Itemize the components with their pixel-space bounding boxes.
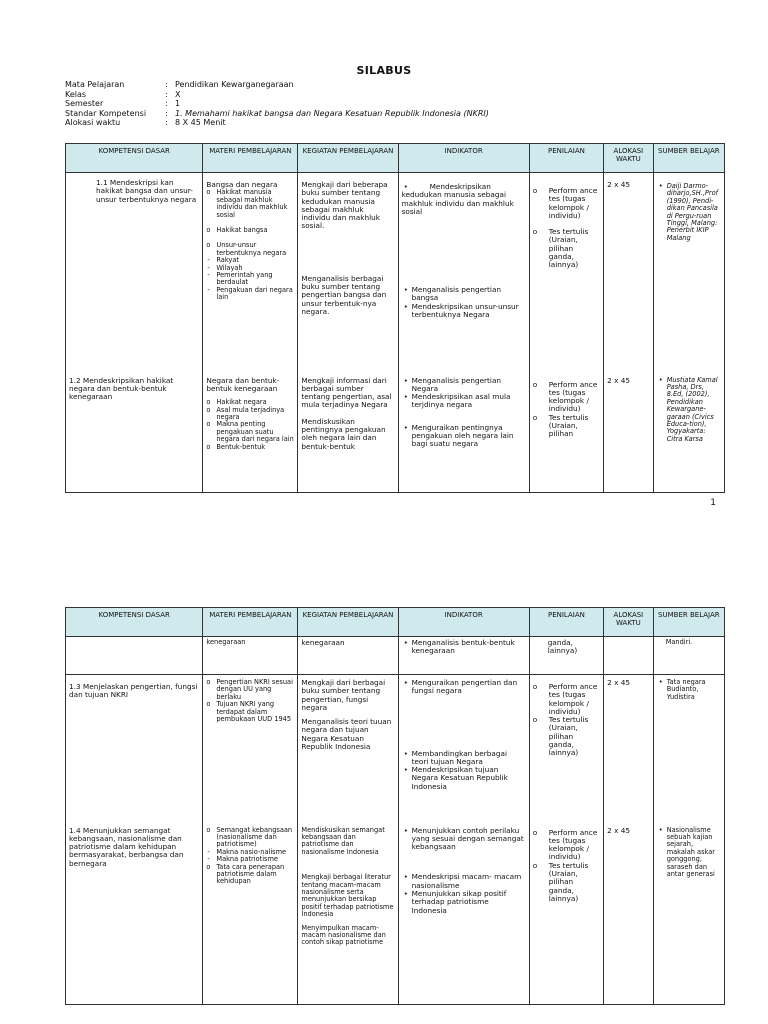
list-item: • Menganalisis pengertian Negara	[402, 377, 526, 394]
header-alokasi: ALOKASI WAKTU	[604, 144, 654, 173]
kegiatan-text: Menyimpulkan macam-macam nasionalisme dan contoh sikap patriotisme	[301, 923, 386, 947]
sumber-cell: Mandiri.	[653, 637, 724, 675]
materi-cell	[203, 675, 298, 821]
meta-row-subject: Mata Pelajaran : Pendidikan Kewarganegaraan	[65, 80, 294, 89]
header-materi: MATERI PEMBELAJARAN	[203, 608, 298, 637]
list-item: o Hakikat manusia sebagai makhluk individu dan makhluk sosial	[206, 189, 294, 219]
table-row	[66, 675, 725, 821]
list-item: o Tata cara penerapan patriotisme dalam kehidupan	[206, 864, 294, 886]
indikator-cell	[398, 173, 529, 373]
list-item: - Wilayah	[206, 265, 294, 272]
list-item: • Menganalisis pengertian bangsa	[402, 286, 526, 303]
kegiatan-cell	[298, 821, 398, 1005]
indikator-list	[402, 679, 526, 791]
list-item: o Makna penting pengakuan suatu negara dari negara lain	[206, 421, 294, 443]
indikator-cell	[398, 821, 529, 1005]
header-sumber: SUMBER BELAJAR	[653, 144, 724, 173]
materi-list	[206, 679, 294, 723]
materi-list	[206, 399, 294, 451]
materi-cell	[203, 173, 298, 373]
table-row	[66, 373, 725, 493]
header-kompetensi-dasar: KOMPETENSI DASAR	[66, 144, 203, 173]
kegiatan-text: Menganalisis berbagai buku sumber tentang pengertian bangsa dan unsur terbentuk-nya negara.	[301, 273, 387, 316]
meta-value: 8 X 45 Menit	[175, 118, 226, 128]
indikator-list	[402, 286, 526, 319]
meta-row-competency-standard: Standar Kompetensi : 1. Memahami hakikat bangsa dan Negara Kesatuan Republik Indonesia (NKRI)	[65, 108, 489, 118]
materi-list	[206, 827, 294, 886]
list-item: - Rakyat	[206, 257, 294, 264]
kegiatan-text: Mendiskusikan pentingnya pengakuan oleh negara lain dan bentuk-bentuk	[301, 416, 386, 451]
alokasi-cell: 2 x 45	[604, 373, 654, 493]
penilaian-cell	[529, 675, 603, 821]
kegiatan-cell: kenegaraan	[298, 637, 398, 675]
list-item: • Membandingkan berbagai teori tujuan Negara	[402, 750, 526, 767]
alokasi-cell: 2 x 45	[604, 675, 654, 821]
list-item: • Mendeskripsikan kedudukan manusia sebagai makhluk individu dan makhluk sosial	[402, 183, 526, 216]
kegiatan-text: Mendiskusikan semangat kebangsaan dan patriotisme dan nasionalisme Indonesia	[301, 825, 385, 856]
penilaian-cell: ganda, lainnya)	[529, 637, 603, 675]
list-item: o Tujuan NKRI yang terdapat dalam pembukaan UUD 1945	[206, 701, 294, 723]
alokasi-cell: 2 x 45	[604, 821, 654, 1005]
list-item: • Mendeskripsikan tujuan Negara Kesatuan Republik Indonesia	[402, 766, 526, 791]
meta-row-semester: Semester : 1	[65, 99, 181, 109]
page-number: 1	[710, 498, 716, 508]
meta-key: Standar Kompetensi	[65, 108, 147, 118]
list-item: • Menunjukkan contoh perilaku yang sesuai dengan semangat kebangsaan	[402, 827, 526, 852]
meta-key: Kelas	[65, 89, 87, 99]
kd-cell	[66, 637, 203, 675]
kegiatan-cell	[298, 675, 398, 821]
syllabus-table-page-2	[65, 607, 725, 1005]
materi-heading: Bangsa dan negara	[206, 180, 278, 189]
header-materi: MATERI PEMBELAJARAN	[203, 144, 298, 173]
list-item: o Perform ance tes (tugas kelompok / individu)	[533, 829, 600, 862]
list-item: • Menunjukkan sikap positif terhadap patriotisme Indonesia	[402, 890, 526, 915]
list-item: • Mendeskripsikan asal mula terjdinya negara	[402, 393, 526, 410]
list-item: o Pengertian NKRI sesuai dengan UU yang berlaku	[206, 679, 294, 701]
penilaian-list	[533, 829, 600, 904]
header-alokasi: ALOKASI WAKTU	[604, 608, 654, 637]
header-sumber: SUMBER BELAJAR	[653, 608, 724, 637]
header-penilaian: PENILAIAN	[529, 144, 603, 173]
kegiatan-text: Menganalisis teori tuuan negara dan tujuan Negara Kesatuan Republik Indonesia	[301, 717, 392, 752]
list-item: • Menganalisis bentuk-bentuk kenegaraan	[402, 639, 526, 656]
list-item: o Tes tertulis (Uraian, pilihan	[533, 414, 600, 439]
list-item: • Menguraikan pengertian dan fungsi negara	[402, 679, 526, 696]
indikator-list	[402, 377, 526, 449]
penilaian-cell	[529, 373, 603, 493]
materi-cell	[203, 821, 298, 1005]
meta-row-time-allocation: Alokasi waktu : 8 X 45 Menit	[65, 118, 226, 128]
penilaian-cell	[529, 821, 603, 1005]
sumber-cell	[653, 675, 724, 821]
kegiatan-cell	[298, 373, 398, 493]
materi-heading: Negara dan bentuk-bentuk kenegaraan	[206, 375, 280, 393]
list-item: o Semangat kebangsaan (nasionalisme dan patriotisme)	[206, 827, 294, 849]
penilaian-list	[533, 187, 600, 270]
list-item: o Tes tertulis (Uraian, pilihan ganda, lainnya)	[533, 228, 600, 269]
kegiatan-text: Mengkaji informasi dari berbagai sumber tentang pengertian, asal mula terjadinya Negara	[301, 375, 392, 410]
indikator-cell	[398, 637, 529, 675]
list-item: o Unsur-unsur terbentuknya negara	[206, 242, 294, 257]
kd-cell: 1.3 Menjelaskan pengertian, fungsi dan tujuan NKRI	[66, 675, 203, 821]
indikator-cell	[398, 373, 529, 493]
meta-value: X	[175, 89, 181, 99]
meta-value: 1	[175, 99, 181, 109]
sumber-cell	[653, 821, 724, 1005]
list-item: o Tes tertulis (Uraian, pilihan ganda, lainnya)	[533, 862, 600, 903]
header-kegiatan: KEGIATAN PEMBELAJARAN	[298, 144, 398, 173]
list-item: o Perform ance tes (tugas kelompok / individu)	[533, 381, 600, 414]
header-indikator: INDIKATOR	[398, 144, 529, 173]
indikator-list	[402, 183, 526, 216]
list-item: - Pengakuan dari negara lain	[206, 287, 294, 302]
list-item: - Makna nasio-nalisme	[206, 849, 294, 856]
meta-value: Pendidikan Kewarganegaraan	[175, 80, 294, 89]
list-item: • Menguraikan pentingnya pengakuan oleh negara lain bagi suatu negara	[402, 424, 526, 449]
materi-list	[206, 189, 294, 301]
penilaian-list	[533, 381, 600, 439]
list-item: • Mendeskripsi macam- macam nasionalisme	[402, 873, 526, 890]
penilaian-list	[533, 683, 600, 758]
meta-value: 1. Memahami hakikat bangsa dan Negara Kesatuan Republik Indonesia (NKRI)	[175, 108, 489, 118]
table-header-row	[66, 144, 725, 173]
penilaian-cell	[529, 173, 603, 373]
list-item: - Makna patriotisme	[206, 856, 294, 863]
list-item: o Hakikat negara	[206, 399, 294, 406]
table-header-row	[66, 608, 725, 637]
list-item: • Nasionalisme sebuah kajian sejarah, makalah askar gonggong, saraseh dan antar generasi	[657, 827, 721, 879]
kegiatan-text: Mengkaji berbagai literatur tentang macam-macam nasionalisme serta menunjukkan bersikap positif terhadap patriotisme Indonesia	[301, 873, 394, 919]
list-item: • Mustiata Kamal Pasha, Drs, 8.Ed, (2002), Pendidikan Kewargane-garaan (Civics Educa-tion), Yogyakarta: Citra Karsa	[657, 377, 721, 444]
list-item: o Hakikat bangsa	[206, 227, 294, 234]
kd-cell: 1.1 Mendeskripsi kan hakikat bangsa dan unsur-unsur terbentuknya negara	[66, 173, 203, 373]
kd-cell: 1.2 Mendeskripsikan hakikat negara dan bentuk-bentuk kenegaraan	[66, 373, 203, 493]
header-kegiatan: KEGIATAN PEMBELAJARAN	[298, 608, 398, 637]
syllabus-meta	[65, 80, 489, 128]
materi-cell: kenegaraan	[203, 637, 298, 675]
kegiatan-cell	[298, 173, 398, 373]
page-title: SILABUS	[356, 64, 412, 77]
kd-cell: 1.4 Menunjukkan semangat kebangsaan, nasionalisme dan patriotisme dalam kehidupan bermasyarakat, berbangsa dan bernegara	[66, 821, 203, 1005]
table-row	[66, 173, 725, 373]
kegiatan-text: Mengkaji dari berbagai buku sumber tentang pengertian, fungsi negara	[301, 678, 386, 712]
sumber-cell	[653, 373, 724, 493]
sumber-cell	[653, 173, 724, 373]
list-item: o Asal mula terjadinya negara	[206, 407, 294, 422]
indikator-list	[402, 827, 526, 915]
header-kompetensi-dasar: KOMPETENSI DASAR	[66, 608, 203, 637]
list-item: • Daiji Darmo-diharjo,SH.,Prof (1990), Pendi-dikan Pancasila di Pergu-ruan Tinggi, Malang: Penerbit IKIP Malang	[657, 183, 721, 242]
alokasi-cell: 2 x 45	[604, 173, 654, 373]
meta-key: Semester	[65, 99, 104, 109]
indikator-cell	[398, 675, 529, 821]
syllabus-table-page-1	[65, 143, 725, 493]
list-item: o Perform ance tes (tugas kelompok / individu)	[533, 187, 600, 220]
list-item: o Perform ance tes (tugas kelompok / individu)	[533, 683, 600, 716]
materi-cell	[203, 373, 298, 493]
table-row	[66, 637, 725, 675]
list-item: o Bentuk-bentuk	[206, 444, 294, 451]
kegiatan-text: Mengkaji dari beberapa buku sumber tentang kedudukan manusia sebagai makhluk individu dan makhluk sosial.	[301, 180, 388, 231]
list-item: - Pemerintah yang berdaulat	[206, 272, 294, 287]
list-item: o Tes tertulis (Uraian, pilihan ganda, lainnya)	[533, 716, 600, 757]
list-item: • Tata negara Budianto, Yudistira	[657, 679, 721, 701]
meta-row-class: Kelas : X	[65, 89, 181, 99]
alokasi-cell	[604, 637, 654, 675]
table-row	[66, 821, 725, 1005]
list-item: • Mendeskripsikan unsur-unsur terbentuknya Negara	[402, 303, 526, 320]
meta-key: Mata Pelajaran	[65, 80, 125, 89]
meta-key: Alokasi waktu	[65, 118, 121, 128]
header-indikator: INDIKATOR	[398, 608, 529, 637]
header-penilaian: PENILAIAN	[529, 608, 603, 637]
